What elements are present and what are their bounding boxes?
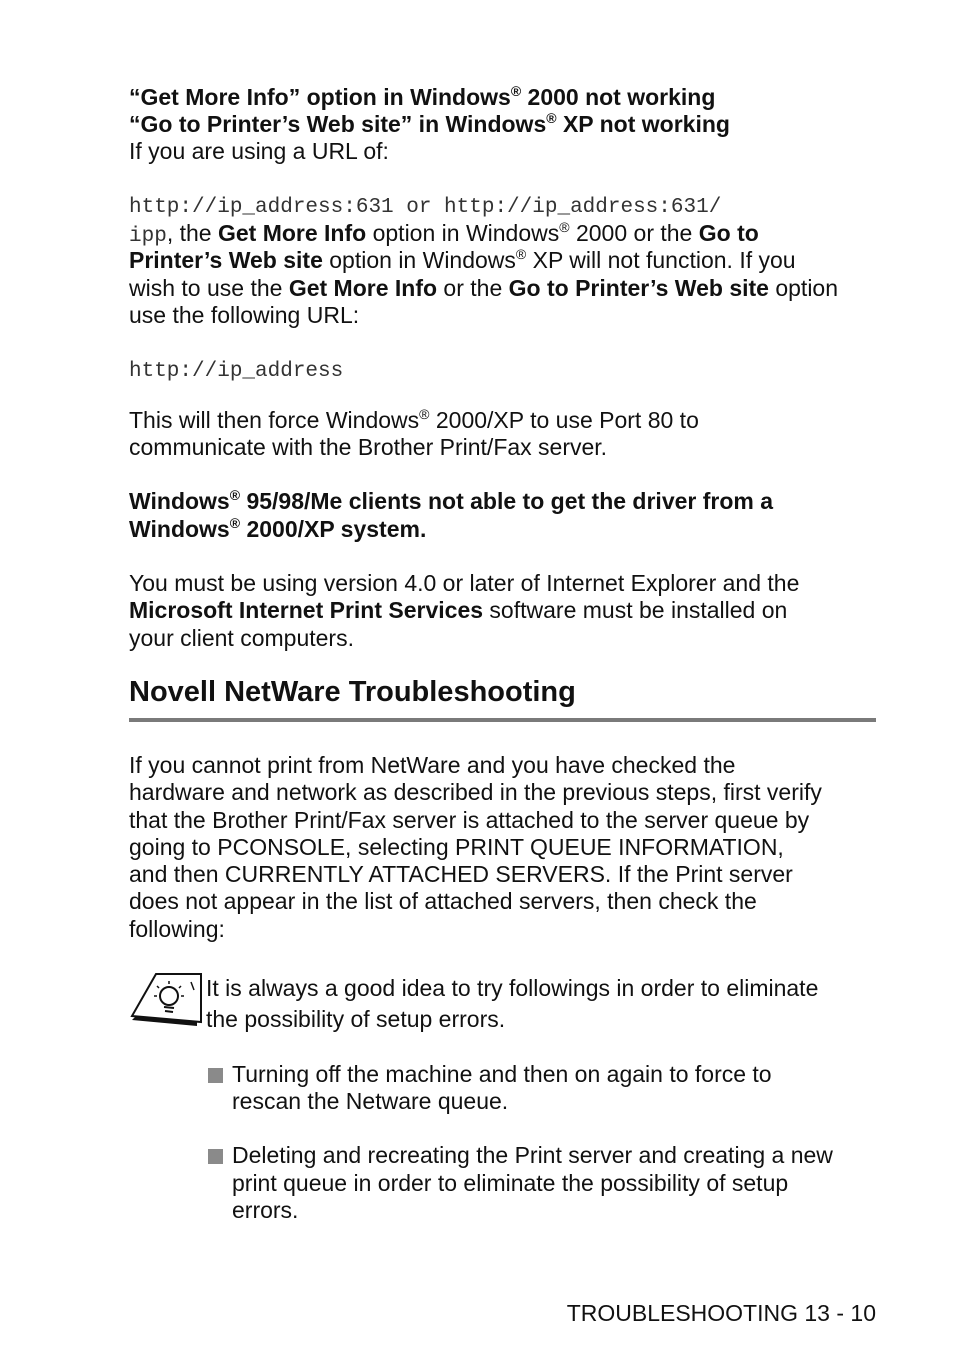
bullet-item-cont: errors.: [232, 1197, 299, 1223]
heading-get-more-info: “Get More Info” option in Windows® 2000 not working: [129, 83, 716, 110]
bullet-item: Deleting and recreating the Print server and creating a new: [208, 1142, 833, 1169]
bullet-square-icon: [208, 1149, 223, 1164]
paragraph-url-line1: ipp, the Get More Info option in Windows® 2000 or the Go to: [129, 219, 759, 248]
paragraph-ie-line3: your client computers.: [129, 625, 354, 651]
netware-line: does not appear in the list of attached servers, then check the: [129, 888, 757, 914]
bullet-item: Turning off the machine and then on again to force to: [208, 1061, 772, 1088]
bullet-item-cont: rescan the Netware queue.: [232, 1088, 509, 1114]
note-hint-icon: [128, 970, 204, 1026]
paragraph-port-line1: This will then force Windows® 2000/XP to use Port 80 to: [129, 406, 699, 433]
note-text: It is always a good idea to try followings in order to eliminate: [206, 975, 819, 1001]
note-text: the possibility of setup errors.: [206, 1006, 506, 1032]
heading-clients-driver-line2: Windows® 2000/XP system.: [129, 515, 427, 542]
paragraph-ie-line2: Microsoft Internet Print Services software must be installed on: [129, 597, 788, 623]
bullet-item-cont: print queue in order to eliminate the possibility of setup: [232, 1170, 789, 1196]
page-footer: TROUBLESHOOTING 13 - 10: [566, 1300, 876, 1326]
url-example: http://ip_address:631 or http://ip_address:631/: [129, 196, 722, 219]
section-title: Novell NetWare Troubleshooting: [129, 676, 576, 708]
section-rule: [129, 718, 876, 722]
paragraph-port-line2: communicate with the Brother Print/Fax server.: [129, 434, 608, 460]
heading-go-to-printer: “Go to Printer’s Web site” in Windows® XP not working: [129, 110, 730, 137]
url-simple: http://ip_address: [129, 360, 344, 383]
netware-line: If you cannot print from NetWare and you have checked the: [129, 752, 736, 778]
netware-line: hardware and network as described in the previous steps, first verify: [129, 779, 822, 805]
bullet-square-icon: [208, 1068, 223, 1083]
paragraph-ie-line1: You must be using version 4.0 or later of Internet Explorer and the: [129, 570, 800, 596]
paragraph-url-line3: wish to use the Get More Info or the Go to Printer’s Web site option: [129, 275, 839, 301]
paragraph-intro: If you are using a URL of:: [129, 138, 389, 164]
paragraph-url-line2: Printer’s Web site option in Windows® XP will not function. If you: [129, 246, 796, 273]
paragraph-url-line4: use the following URL:: [129, 302, 360, 328]
heading-clients-driver: Windows® 95/98/Me clients not able to get the driver from a: [129, 487, 774, 514]
netware-line: going to PCONSOLE, selecting PRINT QUEUE INFORMATION,: [129, 834, 784, 860]
netware-line: and then CURRENTLY ATTACHED SERVERS. If the Print server: [129, 861, 793, 887]
netware-line: that the Brother Print/Fax server is attached to the server queue by: [129, 807, 810, 833]
netware-line: following:: [129, 916, 225, 942]
